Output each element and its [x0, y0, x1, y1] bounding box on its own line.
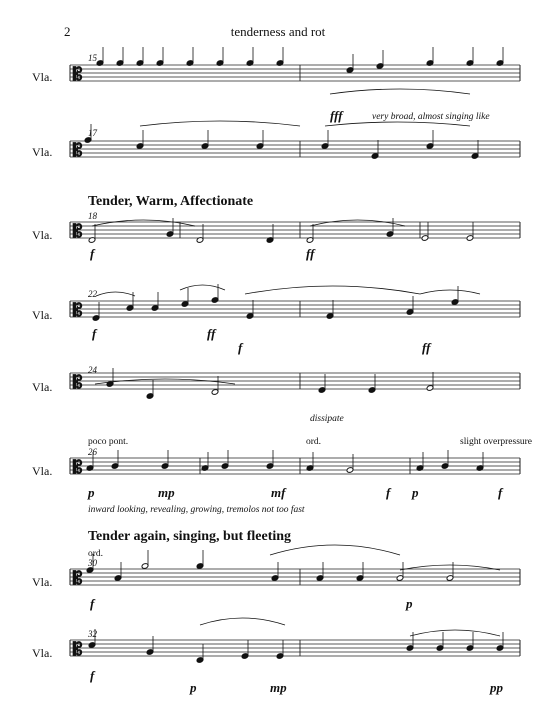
instrument-label: Vla. [32, 380, 53, 394]
expression-text: very broad, almost singing like [372, 112, 490, 122]
alto-clef-icon: 𝄡 [73, 301, 83, 321]
alto-clef-icon: 𝄡 [73, 458, 83, 478]
dynamic-marking: f [90, 246, 95, 261]
dynamic-marking: ff [422, 340, 431, 355]
dynamic-marking: fff [330, 108, 343, 123]
expression-text: inward looking, revealing, growing, tremolos not too fast [88, 505, 305, 515]
measure-number: 26 [88, 447, 97, 457]
slur [310, 220, 405, 226]
dynamic-marking: p [412, 485, 419, 500]
dynamic-marking: p [88, 485, 95, 500]
instrument-label: Vla. [32, 145, 53, 159]
measure-number: 18 [88, 211, 97, 221]
instrument-label: Vla. [32, 646, 53, 660]
technique-text: ord. [88, 549, 104, 559]
dynamic-marking: ff [306, 246, 315, 261]
alto-clef-icon: 𝄡 [73, 640, 83, 660]
dynamic-marking: f [90, 596, 95, 611]
alto-clef-icon: 𝄡 [73, 569, 83, 589]
expression-text: dissipate [310, 414, 344, 424]
page-number: 2 [64, 24, 71, 39]
slur [270, 545, 400, 555]
dynamic-marking: ff [207, 326, 216, 341]
instrument-label: Vla. [32, 228, 53, 242]
dynamic-marking: f [90, 668, 95, 683]
technique-text: ord. [306, 437, 322, 447]
instrument-label: Vla. [32, 575, 53, 589]
section-heading: Tender again, singing, but fleeting [88, 529, 292, 544]
page-title: tenderness and rot [230, 24, 326, 39]
slur [245, 286, 420, 294]
instrument-label: Vla. [32, 70, 53, 84]
dynamic-marking: mp [158, 485, 175, 500]
alto-clef-icon: 𝄡 [73, 65, 83, 85]
dynamic-marking: f [498, 485, 503, 500]
dynamic-marking: f [92, 326, 97, 341]
instrument-label: Vla. [32, 464, 53, 478]
alto-clef-icon: 𝄡 [73, 222, 83, 242]
slur [140, 121, 300, 126]
measure-number: 22 [88, 289, 97, 299]
slur [325, 122, 470, 126]
slur [95, 379, 235, 384]
instrument-label: Vla. [32, 308, 53, 322]
measure-number: 17 [88, 128, 97, 138]
section-heading: Tender, Warm, Affectionate [88, 194, 254, 209]
measure-number: 24 [88, 365, 97, 375]
measure-number: 15 [88, 53, 97, 63]
slur [200, 618, 285, 625]
dynamic-marking: mf [271, 485, 286, 500]
dynamic-marking: pp [490, 680, 503, 695]
measure-number: 30 [88, 558, 97, 568]
dynamic-marking: p [406, 596, 413, 611]
slur [96, 292, 135, 296]
slur [330, 89, 470, 94]
technique-text: poco pont. [88, 437, 129, 447]
alto-clef-icon: 𝄡 [73, 373, 83, 393]
measure-number: 32 [88, 629, 97, 639]
alto-clef-icon: 𝄡 [73, 141, 83, 161]
dynamic-marking: p [190, 680, 197, 695]
slur [410, 630, 500, 636]
technique-text: slight overpressure [460, 437, 533, 447]
dynamic-marking: f [386, 485, 391, 500]
slur [420, 290, 480, 294]
dynamic-marking: mp [270, 680, 287, 695]
dynamic-marking: f [238, 340, 243, 355]
